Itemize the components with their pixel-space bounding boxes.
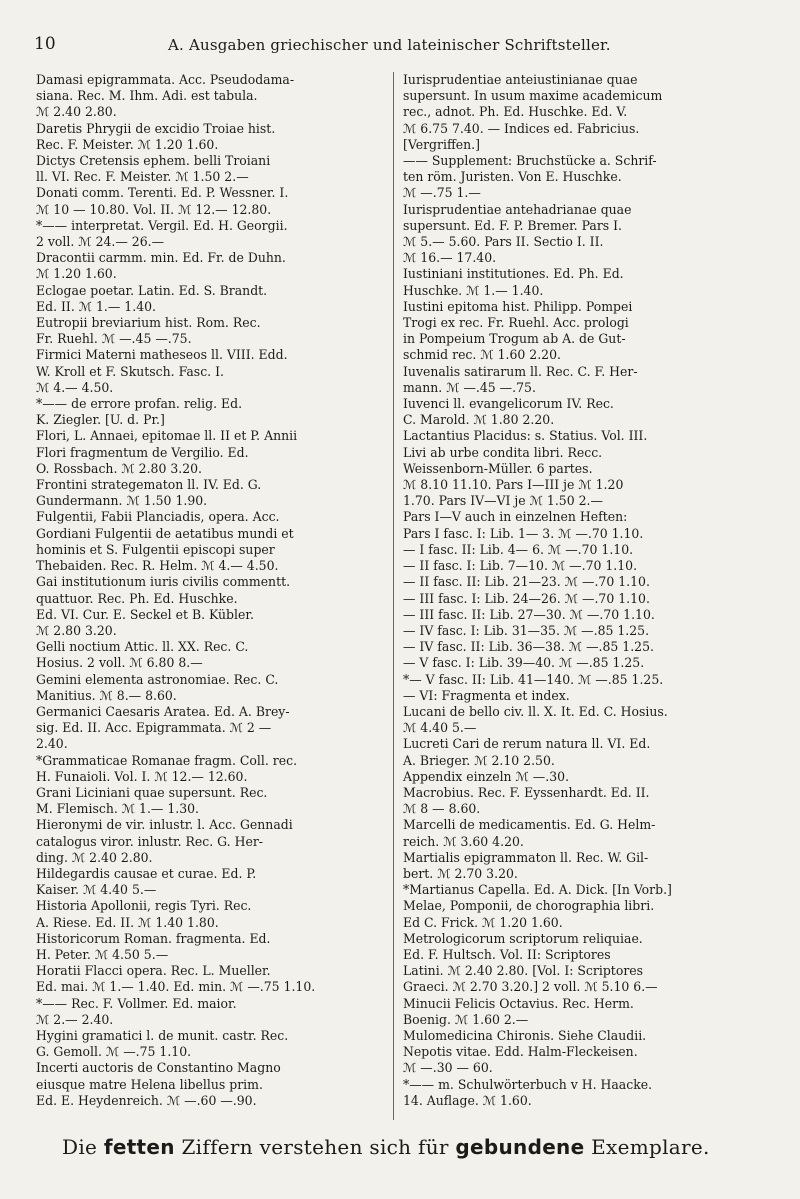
left-column <box>36 72 396 1109</box>
catalog-line: W. Kroll et F. Skutsch. Fasc. I. <box>36 363 224 379</box>
right-column <box>403 72 763 1109</box>
catalog-line: Iuvenci ll. evangelicorum IV. Rec. <box>403 396 614 412</box>
catalog-line: Rec. F. Meister. ℳ 1.20 1.60. <box>36 136 219 152</box>
catalog-line: — II fasc. II: Lib. 21—23. ℳ —.70 1.10. <box>403 574 650 590</box>
catalog-line: C. Marold. ℳ 1.80 2.20. <box>403 412 555 428</box>
catalog-line: ℳ 6.75 7.40. — Indices ed. Fabricius. <box>403 120 640 136</box>
catalog-line: Mulomedicina Chironis. Siehe Claudii. <box>403 1027 647 1043</box>
catalog-line: schmid rec. ℳ 1.60 2.20. <box>403 347 561 363</box>
catalog-line: Martialis epigrammaton ll. Rec. W. Gil- <box>403 849 649 865</box>
catalog-line: Horatii Flacci opera. Rec. L. Mueller. <box>36 963 271 979</box>
catalog-line: Fulgentii, Fabii Planciadis, opera. Acc. <box>36 509 280 525</box>
catalog-line: Gundermann. ℳ 1.50 1.90. <box>36 493 208 509</box>
catalog-line: Hieronymi de vir. inlustr. l. Acc. Gennadi <box>36 817 293 833</box>
catalog-line: Iustiniani institutiones. Ed. Ph. Ed. <box>403 266 624 282</box>
catalog-line: mann. ℳ —.45 —.75. <box>403 379 536 395</box>
catalog-line: Latini. ℳ 2.40 2.80. [Vol. I: Scriptores <box>403 963 644 979</box>
catalog-line: ℳ 2.40 2.80. <box>36 104 117 120</box>
catalog-line: *—— Rec. F. Vollmer. Ed. maior. <box>36 995 237 1011</box>
catalog-line: Kaiser. ℳ 4.40 5.— <box>36 882 157 898</box>
catalog-line: Damasi epigrammata. Acc. Pseudodama- <box>36 72 295 87</box>
catalog-line: — III fasc. I: Lib. 24—26. ℳ —.70 1.10. <box>403 590 650 606</box>
catalog-line: Gai institutionum iuris civilis commentt. <box>36 574 291 590</box>
catalog-line: Dracontii carmm. min. Ed. Fr. de Duhn. <box>36 250 286 266</box>
catalog-line: ℳ 8.10 11.10. Pars I—III je ℳ 1.20 <box>403 477 624 493</box>
catalog-line: Historicorum Roman. fragmenta. Ed. <box>36 930 271 946</box>
catalog-line: A. Brieger. ℳ 2.10 2.50. <box>403 752 555 768</box>
catalog-line: Iuvenalis satirarum ll. Rec. C. F. Her- <box>403 363 638 379</box>
catalog-line: A. Riese. Ed. II. ℳ 1.40 1.80. <box>36 914 219 930</box>
catalog-line: ℳ 8 — 8.60. <box>403 801 481 817</box>
catalog-line: *Grammaticae Romanae fragm. Coll. rec. <box>36 752 298 768</box>
catalog-line: Firmici Materni matheseos ll. VIII. Edd. <box>36 347 288 363</box>
catalog-line: Ed. E. Heydenreich. ℳ —.60 —.90. <box>36 1092 257 1108</box>
catalog-line: — VI: Fragmenta et index. <box>403 687 570 703</box>
catalog-line: 2 voll. ℳ 24.— 26.— <box>36 234 165 250</box>
catalog-line: Iustini epitoma hist. Philipp. Pompei <box>403 298 633 314</box>
catalog-line: supersunt. In usum maxime academicum <box>403 88 663 104</box>
catalog-line: Pars I fasc. I: Lib. 1— 3. ℳ —.70 1.10. <box>403 525 644 541</box>
catalog-line: ℳ —.30 — 60. <box>403 1060 493 1076</box>
page-header <box>34 34 764 58</box>
column-divider <box>393 72 394 1120</box>
catalog-line: Appendix einzeln ℳ —.30. <box>403 768 570 784</box>
catalog-line: — IV fasc. I: Lib. 31—35. ℳ —.85 1.25. <box>403 622 650 638</box>
footer-bold-1: fetten <box>103 1135 175 1159</box>
catalog-line: O. Rossbach. ℳ 2.80 3.20. <box>36 460 203 476</box>
catalog-line: catalogus viror. inlustr. Rec. G. Her- <box>36 833 263 849</box>
catalog-line: eiusque matre Helena libellus prim. <box>36 1076 263 1092</box>
catalog-line: Hygini gramatici l. de munit. castr. Rec. <box>36 1027 289 1043</box>
catalog-line: Ed. mai. ℳ 1.— 1.40. Ed. min. ℳ —.75 1.10. <box>36 979 316 995</box>
catalog-line: Ed C. Frick. ℳ 1.20 1.60. <box>403 914 563 930</box>
catalog-line: Manitius. ℳ 8.— 8.60. <box>36 687 177 703</box>
catalog-line: Huschke. ℳ 1.— 1.40. <box>403 282 544 298</box>
catalog-line: Frontini strategematon ll. IV. Ed. G. <box>36 477 262 493</box>
catalog-line: supersunt. Ed. F. P. Bremer. Pars I. <box>403 217 623 233</box>
catalog-line: quattuor. Rec. Ph. Ed. Huschke. <box>36 590 238 606</box>
catalog-line: Flori fragmentum de Vergilio. Ed. <box>36 444 249 460</box>
catalog-line: Fr. Ruehl. ℳ —.45 —.75. <box>36 331 192 347</box>
catalog-line: M. Flemisch. ℳ 1.— 1.30. <box>36 801 200 817</box>
catalog-line: Hildegardis causae et curae. Ed. P. <box>36 865 257 881</box>
footer-text-3: Exemplare. <box>584 1135 710 1159</box>
catalog-line: ℳ 5.— 5.60. Pars II. Sectio I. II. <box>403 234 604 250</box>
catalog-line: ding. ℳ 2.40 2.80. <box>36 849 153 865</box>
catalog-line: Dictys Cretensis ephem. belli Troiani <box>36 153 271 169</box>
catalog-line: 2.40. <box>36 736 68 752</box>
catalog-line: —— Supplement: Bruchstücke a. Schrif- <box>403 153 657 169</box>
footer-text-1: Die <box>62 1135 104 1159</box>
catalog-line: Pars I—V auch in einzelnen Heften: <box>403 509 628 525</box>
catalog-line: Macrobius. Rec. F. Eyssenhardt. Ed. II. <box>403 784 650 800</box>
catalog-line: — I fasc. II: Lib. 4— 6. ℳ —.70 1.10. <box>403 541 634 557</box>
catalog-line: Donati comm. Terenti. Ed. P. Wessner. I. <box>36 185 289 201</box>
footer-note <box>62 1135 762 1159</box>
catalog-line: G. Gemoll. ℳ —.75 1.10. <box>36 1044 192 1060</box>
catalog-line: rec., adnot. Ph. Ed. Huschke. Ed. V. <box>403 104 628 120</box>
catalog-line: Iurisprudentiae anteiustinianae quae <box>403 72 638 87</box>
catalog-line: Flori, L. Annaei, epitomae ll. II et P. Annii <box>36 428 298 444</box>
catalog-line: — III fasc. II: Lib. 27—30. ℳ —.70 1.10. <box>403 606 655 622</box>
catalog-line: Grani Liciniani quae supersunt. Rec. <box>36 784 268 800</box>
catalog-line: siana. Rec. M. Ihm. Adi. est tabula. <box>36 88 258 104</box>
catalog-line: ℳ 4.40 5.— <box>403 720 477 736</box>
catalog-line: [Vergriffen.] <box>403 136 481 152</box>
catalog-line: — V fasc. I: Lib. 39—40. ℳ —.85 1.25. <box>403 655 645 671</box>
footer-text-2: Ziffern verstehen sich für <box>174 1135 456 1159</box>
catalog-line: Ed. VI. Cur. E. Seckel et B. Kübler. <box>36 606 254 622</box>
catalog-line: sig. Ed. II. Acc. Epigrammata. ℳ 2 — <box>36 720 272 736</box>
catalog-line: Nepotis vitae. Edd. Halm-Fleckeisen. <box>403 1044 638 1060</box>
catalog-line: Melae, Pomponii, de chorographia libri. <box>403 898 655 914</box>
catalog-line: Gelli noctium Attic. ll. XX. Rec. C. <box>36 639 249 655</box>
catalog-line: — II fasc. I: Lib. 7—10. ℳ —.70 1.10. <box>403 558 638 574</box>
catalog-line: Weissenborn-Müller. 6 partes. <box>403 460 593 476</box>
catalog-line: Hosius. 2 voll. ℳ 6.80 8.— <box>36 655 203 671</box>
catalog-line: Metrologicorum scriptorum reliquiae. <box>403 930 643 946</box>
catalog-line: Minucii Felicis Octavius. Rec. Herm. <box>403 995 634 1011</box>
catalog-line: hominis et S. Fulgentii episcopi super <box>36 541 275 557</box>
catalog-line: Lactantius Placidus: s. Statius. Vol. III. <box>403 428 648 444</box>
catalog-line: 14. Auflage. ℳ 1.60. <box>403 1092 532 1108</box>
catalog-line: ℳ 2.— 2.40. <box>36 1011 114 1027</box>
catalog-line: bert. ℳ 2.70 3.20. <box>403 865 518 881</box>
catalog-line: Eutropii breviarium hist. Rom. Rec. <box>36 315 261 331</box>
catalog-line: in Pompeium Trogum ab A. de Gut- <box>403 331 626 347</box>
catalog-line: Marcelli de medicamentis. Ed. G. Helm- <box>403 817 656 833</box>
catalog-line: ℳ —.75 1.— <box>403 185 481 201</box>
catalog-line: ℳ 2.80 3.20. <box>36 622 117 638</box>
catalog-line: Ed. II. ℳ 1.— 1.40. <box>36 298 157 314</box>
catalog-line: *Martianus Capella. Ed. A. Dick. [In Vorb.] <box>403 882 672 898</box>
catalog-line: ℳ 10 — 10.80. Vol. II. ℳ 12.— 12.80. <box>36 201 272 217</box>
catalog-line: *—— m. Schulwörterbuch v H. Haacke. <box>403 1076 653 1092</box>
page-number: 10 <box>34 34 56 54</box>
catalog-line: Eclogae poetar. Latin. Ed. S. Brandt. <box>36 282 268 298</box>
catalog-line: ℳ 4.— 4.50. <box>36 379 114 395</box>
catalog-line: Graeci. ℳ 2.70 3.20.] 2 voll. ℳ 5.10 6.— <box>403 979 658 995</box>
catalog-line: Lucani de bello civ. ll. X. It. Ed. C. Hosius. <box>403 703 668 719</box>
catalog-line: H. Peter. ℳ 4.50 5.— <box>36 946 169 962</box>
catalog-line: K. Ziegler. [U. d. Pr.] <box>36 412 165 428</box>
catalog-line: ℳ 1.20 1.60. <box>36 266 117 282</box>
catalog-line: ℳ 16.— 17.40. <box>403 250 497 266</box>
catalog-line: Livi ab urbe condita libri. Recc. <box>403 444 603 460</box>
catalog-line: Gordiani Fulgentii de aetatibus mundi et <box>36 525 294 541</box>
catalog-line: *—— de errore profan. relig. Ed. <box>36 396 243 412</box>
catalog-line: *—— interpretat. Vergil. Ed. H. Georgii. <box>36 217 288 233</box>
running-title: A. Ausgaben griechischer und lateinischer Schriftsteller. <box>168 36 611 54</box>
catalog-line: Ed. F. Hultsch. Vol. II: Scriptores <box>403 946 611 962</box>
catalog-line: Lucreti Cari de rerum natura ll. VI. Ed. <box>403 736 651 752</box>
catalog-line: Gemini elementa astronomiae. Rec. C. <box>36 671 279 687</box>
catalog-line: Incerti auctoris de Constantino Magno <box>36 1060 281 1076</box>
catalog-line: Historia Apollonii, regis Tyri. Rec. <box>36 898 252 914</box>
catalog-line: Iurisprudentiae antehadrianae quae <box>403 201 632 217</box>
catalog-line: H. Funaioli. Vol. I. ℳ 12.— 12.60. <box>36 768 248 784</box>
catalog-line: Boenig. ℳ 1.60 2.— <box>403 1011 529 1027</box>
catalog-line: — IV fasc. II: Lib. 36—38. ℳ —.85 1.25. <box>403 639 654 655</box>
catalog-line: 1.70. Pars IV—VI je ℳ 1.50 2.— <box>403 493 603 509</box>
catalog-line: Trogi ex rec. Fr. Ruehl. Acc. prologi <box>403 315 629 331</box>
catalog-line: Thebaiden. Rec. R. Helm. ℳ 4.— 4.50. <box>36 558 279 574</box>
catalog-line: ten röm. Juristen. Von E. Huschke. <box>403 169 622 185</box>
catalog-line: Daretis Phrygii de excidio Troiae hist. <box>36 120 276 136</box>
catalog-line: Germanici Caesaris Aratea. Ed. A. Brey- <box>36 703 290 719</box>
catalog-line: *— V fasc. II: Lib. 41—140. ℳ —.85 1.25. <box>403 671 664 687</box>
footer-bold-2: gebundene <box>455 1135 585 1159</box>
catalog-line: ll. VI. Rec. F. Meister. ℳ 1.50 2.— <box>36 169 249 185</box>
catalog-line: reich. ℳ 3.60 4.20. <box>403 833 524 849</box>
